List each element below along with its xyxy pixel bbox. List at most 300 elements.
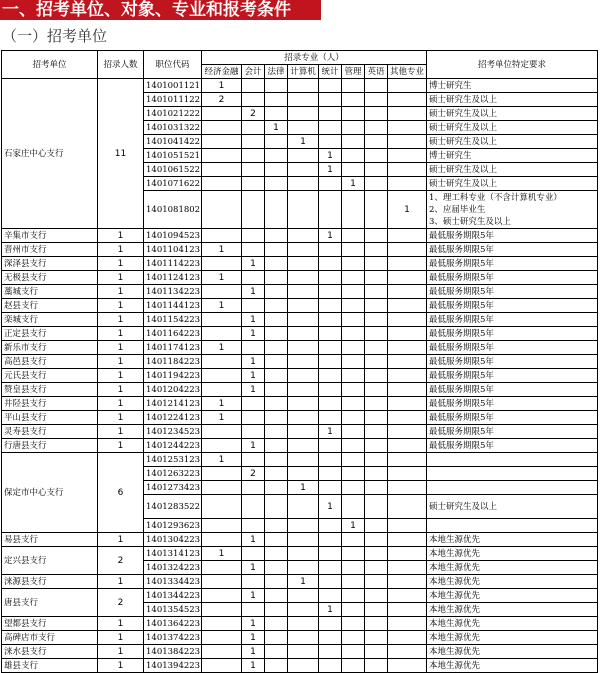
- major-quota-cell: [288, 425, 319, 439]
- major-quota-cell: [242, 495, 265, 519]
- position-code: 1401184223: [144, 355, 202, 369]
- table-row: [2, 453, 598, 467]
- major-quota-cell: [342, 327, 365, 341]
- unit-name: 望都县支行: [2, 617, 98, 631]
- major-quota-cell: 1: [319, 149, 342, 163]
- requirement: 最低服务期限5年: [427, 397, 598, 411]
- major-quota-cell: 1: [265, 121, 288, 135]
- requirement: 最低服务期限5年: [427, 411, 598, 425]
- major-quota-cell: [365, 575, 388, 589]
- table-row: [2, 547, 598, 561]
- major-quota-cell: [288, 659, 319, 673]
- major-quota-cell: 1: [202, 547, 242, 561]
- major-quota-cell: [265, 453, 288, 467]
- major-quota-cell: [342, 425, 365, 439]
- major-quota-cell: [265, 481, 288, 495]
- major-quota-cell: [365, 285, 388, 299]
- major-quota-cell: [388, 397, 427, 411]
- position-code: 1401234523: [144, 425, 202, 439]
- major-quota-cell: [365, 467, 388, 481]
- major-quota-cell: [342, 495, 365, 519]
- major-quota-cell: 1: [242, 659, 265, 673]
- table-row: [2, 439, 598, 453]
- major-quota-cell: 1: [242, 313, 265, 327]
- major-quota-cell: [202, 439, 242, 453]
- major-quota-cell: [319, 411, 342, 425]
- major-quota-cell: [288, 243, 319, 257]
- requirement: 硕士研究生及以上: [427, 107, 598, 121]
- major-quota-cell: [365, 121, 388, 135]
- major-quota-cell: [288, 383, 319, 397]
- position-code: 1401244223: [144, 439, 202, 453]
- recruit-count: 1: [98, 425, 144, 439]
- major-quota-cell: [202, 495, 242, 519]
- major-quota-cell: [242, 163, 265, 177]
- major-quota-cell: [202, 355, 242, 369]
- position-code: 1401224123: [144, 411, 202, 425]
- major-quota-cell: [342, 107, 365, 121]
- major-quota-cell: [242, 547, 265, 561]
- major-quota-cell: [265, 355, 288, 369]
- recruit-count: 2: [98, 547, 144, 575]
- major-quota-cell: [365, 135, 388, 149]
- unit-name: 平山县支行: [2, 411, 98, 425]
- major-quota-cell: [388, 589, 427, 603]
- major-quota-cell: [319, 93, 342, 107]
- major-quota-cell: [388, 93, 427, 107]
- position-code: 1401001121: [144, 79, 202, 93]
- major-quota-cell: [265, 397, 288, 411]
- major-quota-cell: [202, 533, 242, 547]
- major-quota-cell: [365, 533, 388, 547]
- requirement: 硕士研究生及以上: [427, 135, 598, 149]
- position-code: 1401081802: [144, 191, 202, 229]
- major-quota-cell: [242, 243, 265, 257]
- major-quota-cell: [319, 121, 342, 135]
- major-quota-cell: [202, 285, 242, 299]
- major-quota-cell: 1: [319, 163, 342, 177]
- major-quota-cell: 1: [242, 589, 265, 603]
- major-quota-cell: [288, 397, 319, 411]
- table-row: [2, 79, 598, 93]
- recruit-count: 11: [98, 79, 144, 229]
- major-quota-cell: [288, 369, 319, 383]
- recruit-count: 1: [98, 341, 144, 355]
- recruit-count: 1: [98, 439, 144, 453]
- major-quota-cell: [342, 149, 365, 163]
- major-quota-cell: 1: [242, 257, 265, 271]
- major-quota-cell: 1: [202, 397, 242, 411]
- major-quota-cell: [342, 191, 365, 229]
- major-quota-cell: [242, 603, 265, 617]
- major-quota-cell: [265, 271, 288, 285]
- major-quota-cell: [242, 121, 265, 135]
- major-quota-cell: [342, 355, 365, 369]
- position-code: 1401061522: [144, 163, 202, 177]
- major-quota-cell: [242, 93, 265, 107]
- major-quota-cell: [202, 191, 242, 229]
- major-quota-cell: [202, 107, 242, 121]
- major-quota-cell: [202, 481, 242, 495]
- unit-name: 高邑县支行: [2, 355, 98, 369]
- major-quota-cell: [388, 257, 427, 271]
- major-quota-cell: [342, 439, 365, 453]
- recruit-count: 1: [98, 659, 144, 673]
- unit-name: 石家庄中心支行: [2, 79, 98, 229]
- major-quota-cell: [342, 561, 365, 575]
- major-quota-cell: [319, 397, 342, 411]
- position-code: 1401051521: [144, 149, 202, 163]
- major-quota-cell: [388, 313, 427, 327]
- major-quota-cell: 1: [242, 617, 265, 631]
- major-quota-cell: 1: [242, 561, 265, 575]
- table-row: [2, 383, 598, 397]
- position-code: 1401071622: [144, 177, 202, 191]
- position-code: 1401041422: [144, 135, 202, 149]
- major-quota-cell: [288, 439, 319, 453]
- major-quota-cell: [265, 149, 288, 163]
- requirement: 本地生源优先: [427, 561, 598, 575]
- major-quota-cell: 1: [242, 439, 265, 453]
- major-quota-cell: [365, 453, 388, 467]
- major-quota-cell: [342, 229, 365, 243]
- major-quota-cell: 1: [242, 383, 265, 397]
- requirement: 本地生源优先: [427, 589, 598, 603]
- major-quota-cell: [288, 313, 319, 327]
- requirement: 本地生源优先: [427, 645, 598, 659]
- requirement: 本地生源优先: [427, 659, 598, 673]
- major-quota-cell: [342, 411, 365, 425]
- table-row: [2, 397, 598, 411]
- major-quota-cell: [365, 79, 388, 93]
- requirement: 最低服务期限5年: [427, 383, 598, 397]
- major-quota-cell: [365, 355, 388, 369]
- major-quota-cell: [265, 327, 288, 341]
- unit-name: 赞皇县支行: [2, 383, 98, 397]
- table-row: [2, 327, 598, 341]
- unit-name: 深泽县支行: [2, 257, 98, 271]
- major-quota-cell: [202, 631, 242, 645]
- recruit-count: 1: [98, 617, 144, 631]
- major-quota-cell: [265, 425, 288, 439]
- major-quota-cell: [342, 659, 365, 673]
- table-row: [2, 229, 598, 243]
- major-quota-cell: [388, 425, 427, 439]
- major-quota-cell: [265, 467, 288, 481]
- major-quota-cell: [388, 547, 427, 561]
- major-quota-cell: [319, 285, 342, 299]
- major-quota-cell: [365, 617, 388, 631]
- major-quota-cell: [388, 439, 427, 453]
- major-quota-cell: [365, 299, 388, 313]
- major-quota-cell: 1: [202, 79, 242, 93]
- major-quota-cell: 1: [288, 481, 319, 495]
- major-quota-cell: [319, 561, 342, 575]
- table-row: [2, 271, 598, 285]
- major-quota-cell: [202, 589, 242, 603]
- position-code: 1401344223: [144, 589, 202, 603]
- position-code: 1401194223: [144, 369, 202, 383]
- position-code: 1401164223: [144, 327, 202, 341]
- major-quota-cell: [288, 107, 319, 121]
- recruit-count: 1: [98, 575, 144, 589]
- major-quota-cell: [265, 603, 288, 617]
- table-row: [2, 355, 598, 369]
- major-quota-cell: [319, 299, 342, 313]
- major-quota-cell: [319, 481, 342, 495]
- major-quota-cell: [388, 495, 427, 519]
- major-quota-cell: [242, 135, 265, 149]
- major-quota-cell: [365, 397, 388, 411]
- requirement: 最低服务期限5年: [427, 313, 598, 327]
- major-quota-cell: [365, 327, 388, 341]
- major-quota-cell: [242, 425, 265, 439]
- major-quota-cell: [265, 659, 288, 673]
- major-quota-cell: [365, 177, 388, 191]
- major-quota-cell: 1: [342, 177, 365, 191]
- major-quota-cell: [265, 243, 288, 257]
- requirement: 本地生源优先: [427, 617, 598, 631]
- major-quota-cell: 1: [242, 285, 265, 299]
- major-quota-cell: 1: [288, 575, 319, 589]
- unit-name: 灵寿县支行: [2, 425, 98, 439]
- major-quota-cell: [342, 589, 365, 603]
- major-quota-cell: 1: [242, 355, 265, 369]
- major-quota-cell: [202, 121, 242, 135]
- major-quota-cell: [265, 163, 288, 177]
- major-quota-cell: [365, 383, 388, 397]
- major-quota-cell: [342, 631, 365, 645]
- major-quota-cell: [388, 617, 427, 631]
- requirement: 最低服务期限5年: [427, 341, 598, 355]
- major-quota-cell: [319, 369, 342, 383]
- position-code: 1401273423: [144, 481, 202, 495]
- position-code: 1401263223: [144, 467, 202, 481]
- header-major: 法律: [265, 65, 288, 79]
- major-quota-cell: [265, 439, 288, 453]
- major-quota-cell: [319, 383, 342, 397]
- requirement: 博士研究生: [427, 149, 598, 163]
- requirement: 最低服务期限5年: [427, 425, 598, 439]
- recruit-count: 1: [98, 271, 144, 285]
- major-quota-cell: [388, 163, 427, 177]
- major-quota-cell: [388, 149, 427, 163]
- major-quota-cell: [265, 79, 288, 93]
- requirement: 硕士研究生及以上: [427, 93, 598, 107]
- major-quota-cell: [388, 411, 427, 425]
- unit-name: 定兴县支行: [2, 547, 98, 575]
- position-code: 1401314123: [144, 547, 202, 561]
- major-quota-cell: [265, 645, 288, 659]
- major-quota-cell: 1: [319, 603, 342, 617]
- table-row: [2, 617, 598, 631]
- major-quota-cell: [365, 271, 388, 285]
- major-quota-cell: [365, 149, 388, 163]
- unit-name: 元氏县支行: [2, 369, 98, 383]
- major-quota-cell: [365, 519, 388, 533]
- recruit-count: 1: [98, 285, 144, 299]
- major-quota-cell: [242, 79, 265, 93]
- major-quota-cell: [242, 519, 265, 533]
- major-quota-cell: 1: [242, 645, 265, 659]
- major-quota-cell: [388, 121, 427, 135]
- position-code: 1401031322: [144, 121, 202, 135]
- major-quota-cell: [388, 561, 427, 575]
- major-quota-cell: [365, 369, 388, 383]
- major-quota-cell: [202, 645, 242, 659]
- major-quota-cell: [265, 135, 288, 149]
- position-code: 1401293623: [144, 519, 202, 533]
- major-quota-cell: [388, 271, 427, 285]
- major-quota-cell: [365, 547, 388, 561]
- table-row: [2, 575, 598, 589]
- major-quota-cell: 1: [242, 327, 265, 341]
- major-quota-cell: [265, 519, 288, 533]
- major-quota-cell: [288, 163, 319, 177]
- major-quota-cell: [265, 107, 288, 121]
- unit-name: 保定市中心支行: [2, 453, 98, 533]
- major-quota-cell: [319, 589, 342, 603]
- unit-name: 辛集市支行: [2, 229, 98, 243]
- unit-name: 正定县支行: [2, 327, 98, 341]
- requirement: [427, 519, 598, 533]
- unit-name: 晋州市支行: [2, 243, 98, 257]
- header-major: 经济金融: [202, 65, 242, 79]
- recruit-count: 6: [98, 453, 144, 533]
- major-quota-cell: 1: [202, 341, 242, 355]
- position-code: 1401334423: [144, 575, 202, 589]
- major-quota-cell: [342, 603, 365, 617]
- position-code: 1401283522: [144, 495, 202, 519]
- recruit-count: 1: [98, 243, 144, 257]
- major-quota-cell: [242, 397, 265, 411]
- major-quota-cell: [202, 177, 242, 191]
- unit-name: 井陉县支行: [2, 397, 98, 411]
- major-quota-cell: [242, 271, 265, 285]
- major-quota-cell: [342, 453, 365, 467]
- header-unit: 招考单位: [2, 51, 98, 79]
- major-quota-cell: 1: [319, 229, 342, 243]
- major-quota-cell: [202, 163, 242, 177]
- major-quota-cell: [265, 191, 288, 229]
- header-major: 英语: [365, 65, 388, 79]
- major-quota-cell: [342, 93, 365, 107]
- major-quota-cell: [388, 575, 427, 589]
- major-quota-cell: [319, 519, 342, 533]
- major-quota-cell: [319, 271, 342, 285]
- unit-name: 无极县支行: [2, 271, 98, 285]
- major-quota-cell: [319, 341, 342, 355]
- major-quota-cell: [342, 645, 365, 659]
- major-quota-cell: [365, 659, 388, 673]
- major-quota-cell: [265, 313, 288, 327]
- major-quota-cell: [202, 229, 242, 243]
- major-quota-cell: 1: [388, 191, 427, 229]
- major-quota-cell: [365, 603, 388, 617]
- major-quota-cell: [288, 299, 319, 313]
- recruit-count: 1: [98, 257, 144, 271]
- major-quota-cell: 2: [242, 467, 265, 481]
- major-quota-cell: [342, 467, 365, 481]
- major-quota-cell: 1: [202, 271, 242, 285]
- requirement: 博士研究生: [427, 79, 598, 93]
- major-quota-cell: [365, 229, 388, 243]
- major-quota-cell: [365, 425, 388, 439]
- position-code: 1401124123: [144, 271, 202, 285]
- table-row: [2, 341, 598, 355]
- major-quota-cell: [288, 533, 319, 547]
- position-code: 1401214123: [144, 397, 202, 411]
- major-quota-cell: [319, 617, 342, 631]
- major-quota-cell: [242, 341, 265, 355]
- major-quota-cell: [319, 547, 342, 561]
- major-quota-cell: [388, 79, 427, 93]
- major-quota-cell: [388, 135, 427, 149]
- major-quota-cell: [388, 467, 427, 481]
- major-quota-cell: [265, 561, 288, 575]
- table-row: [2, 631, 598, 645]
- major-quota-cell: [365, 645, 388, 659]
- unit-name: 高碑店市支行: [2, 631, 98, 645]
- requirement: 最低服务期限5年: [427, 355, 598, 369]
- requirement: 最低服务期限5年: [427, 369, 598, 383]
- major-quota-cell: [319, 107, 342, 121]
- major-quota-cell: [342, 547, 365, 561]
- table-row: [2, 411, 598, 425]
- requirement: 最低服务期限5年: [427, 257, 598, 271]
- major-quota-cell: [342, 163, 365, 177]
- major-quota-cell: [288, 149, 319, 163]
- major-quota-cell: [365, 93, 388, 107]
- requirement: 本地生源优先: [427, 603, 598, 617]
- table-row: [2, 257, 598, 271]
- header-major: 统计: [319, 65, 342, 79]
- major-quota-cell: [265, 341, 288, 355]
- recruit-count: 1: [98, 369, 144, 383]
- major-quota-cell: [319, 135, 342, 149]
- major-quota-cell: [265, 383, 288, 397]
- major-quota-cell: [242, 191, 265, 229]
- major-quota-cell: [319, 645, 342, 659]
- unit-name: 唐县支行: [2, 589, 98, 617]
- requirement: 硕士研究生及以上: [427, 177, 598, 191]
- recruit-count: 1: [98, 327, 144, 341]
- table-row: [2, 589, 598, 603]
- major-quota-cell: [288, 285, 319, 299]
- major-quota-cell: 2: [242, 107, 265, 121]
- major-quota-cell: 1: [319, 495, 342, 519]
- major-quota-cell: 1: [242, 533, 265, 547]
- position-code: 1401114223: [144, 257, 202, 271]
- major-quota-cell: [288, 93, 319, 107]
- major-quota-cell: [319, 327, 342, 341]
- header-major: 管理: [342, 65, 365, 79]
- major-quota-cell: [365, 163, 388, 177]
- section-heading: 一、招考单位、对象、专业和报考条件: [0, 0, 321, 20]
- major-quota-cell: [365, 107, 388, 121]
- major-quota-cell: [288, 411, 319, 425]
- recruit-count: 1: [98, 313, 144, 327]
- major-quota-cell: [202, 383, 242, 397]
- major-quota-cell: [202, 149, 242, 163]
- major-quota-cell: [365, 495, 388, 519]
- position-code: 1401154223: [144, 313, 202, 327]
- recruit-count: 1: [98, 645, 144, 659]
- major-quota-cell: [202, 257, 242, 271]
- major-quota-cell: [288, 121, 319, 135]
- major-quota-cell: [265, 229, 288, 243]
- major-quota-cell: [319, 191, 342, 229]
